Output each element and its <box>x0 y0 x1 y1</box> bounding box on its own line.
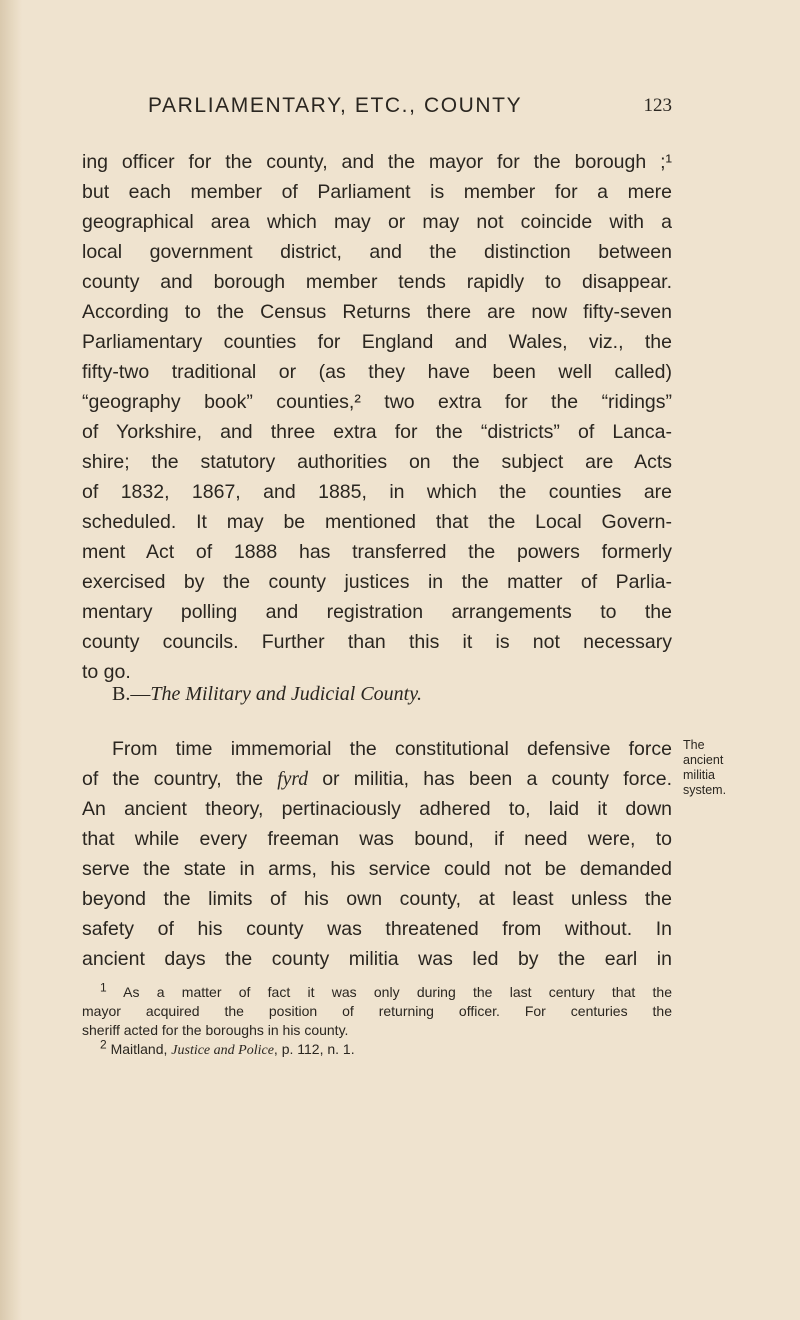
footnote-1-line: mayor acquired the position of returning officer. For centuries the <box>82 1003 672 1019</box>
page-number: 123 <box>643 95 672 116</box>
footnote-citation: , p. 112, n. 1. <box>273 1041 355 1057</box>
body-line: of Yorkshire, and three extra for the “districts” of Lanca- <box>82 421 672 443</box>
margin-note-line: system. <box>683 783 727 797</box>
body-line: county councils. Further than this it is not necessary <box>82 631 672 653</box>
footnote-1-line: sheriff acted for the boroughs in his county. <box>82 1022 349 1038</box>
footnote-1-line <box>100 980 672 1001</box>
fyrd-term: fyrd <box>277 769 308 790</box>
body-line: “geography book” counties,² two extra for the “ridings” <box>82 391 672 413</box>
body-line: An ancient theory, pertinaciously adhered to, laid it down <box>82 798 672 820</box>
body-line: county and borough member tends rapidly to disappear. <box>82 271 672 293</box>
margin-note-line: The <box>683 738 705 752</box>
body-line: safety of his county was threatened from without. In <box>82 918 672 940</box>
body-line: ancient days the county militia was led by the earl in <box>82 948 672 970</box>
body-line: geographical area which may or may not coincide with a <box>82 211 672 233</box>
binding-gutter <box>0 0 22 1320</box>
body-line: shire; the statutory authorities on the subject are Acts <box>82 451 672 473</box>
margin-note <box>683 738 749 798</box>
body-line: beyond the limits of his own county, at least unless the <box>82 888 672 910</box>
running-title: PARLIAMENTARY, ETC., COUNTY <box>148 94 523 117</box>
body-line: but each member of Parliament is member for a mere <box>82 181 672 203</box>
body-line: fifty-two traditional or (as they have been well called) <box>82 361 672 383</box>
section-prefix: B.— <box>112 683 151 705</box>
margin-note-line: ancient <box>683 753 724 767</box>
body-text: of the country, the <box>82 768 278 790</box>
body-line: that while every freeman was bound, if need were, to <box>82 828 672 850</box>
footnote-author: Maitland, <box>110 1041 172 1057</box>
body-text: or militia, has been a county force. <box>307 768 672 790</box>
body-line: to go. <box>82 661 131 683</box>
body-line: of 1832, 1867, and 1885, in which the counties are <box>82 481 672 503</box>
body-line: serve the state in arms, his service could not be demanded <box>82 858 672 880</box>
body-line: exercised by the county justices in the matter of Parlia- <box>82 571 672 593</box>
body-line: local government district, and the distinction between <box>82 241 672 263</box>
body-line: scheduled. It may be mentioned that the Local Govern- <box>82 511 672 533</box>
footnote-2-line <box>100 1037 672 1060</box>
footnote-1-mark: 1 <box>100 980 107 995</box>
body-line: Parliamentary counties for England and Wales, viz., the <box>82 331 672 353</box>
footnote-text: As a matter of fact it was only during the last century that the <box>123 984 672 1000</box>
body-line: From time immemorial the constitutional defensive force <box>112 738 672 760</box>
body-line <box>82 764 672 794</box>
running-head <box>148 94 672 124</box>
footnote-2-mark: 2 <box>100 1037 107 1052</box>
body-line: mentary polling and registration arrangements to the <box>82 601 672 623</box>
body-line: According to the Census Returns there are now fifty-seven <box>82 301 672 323</box>
footnote-work-title: Justice and Police <box>171 1043 274 1058</box>
section-heading <box>112 679 422 709</box>
margin-note-line: militia <box>683 768 715 782</box>
body-line: ing officer for the county, and the mayor for the borough ;¹ <box>82 151 672 173</box>
section-title: The Military and Judicial County. <box>150 683 422 705</box>
body-line: ment Act of 1888 has transferred the powers formerly <box>82 541 672 563</box>
